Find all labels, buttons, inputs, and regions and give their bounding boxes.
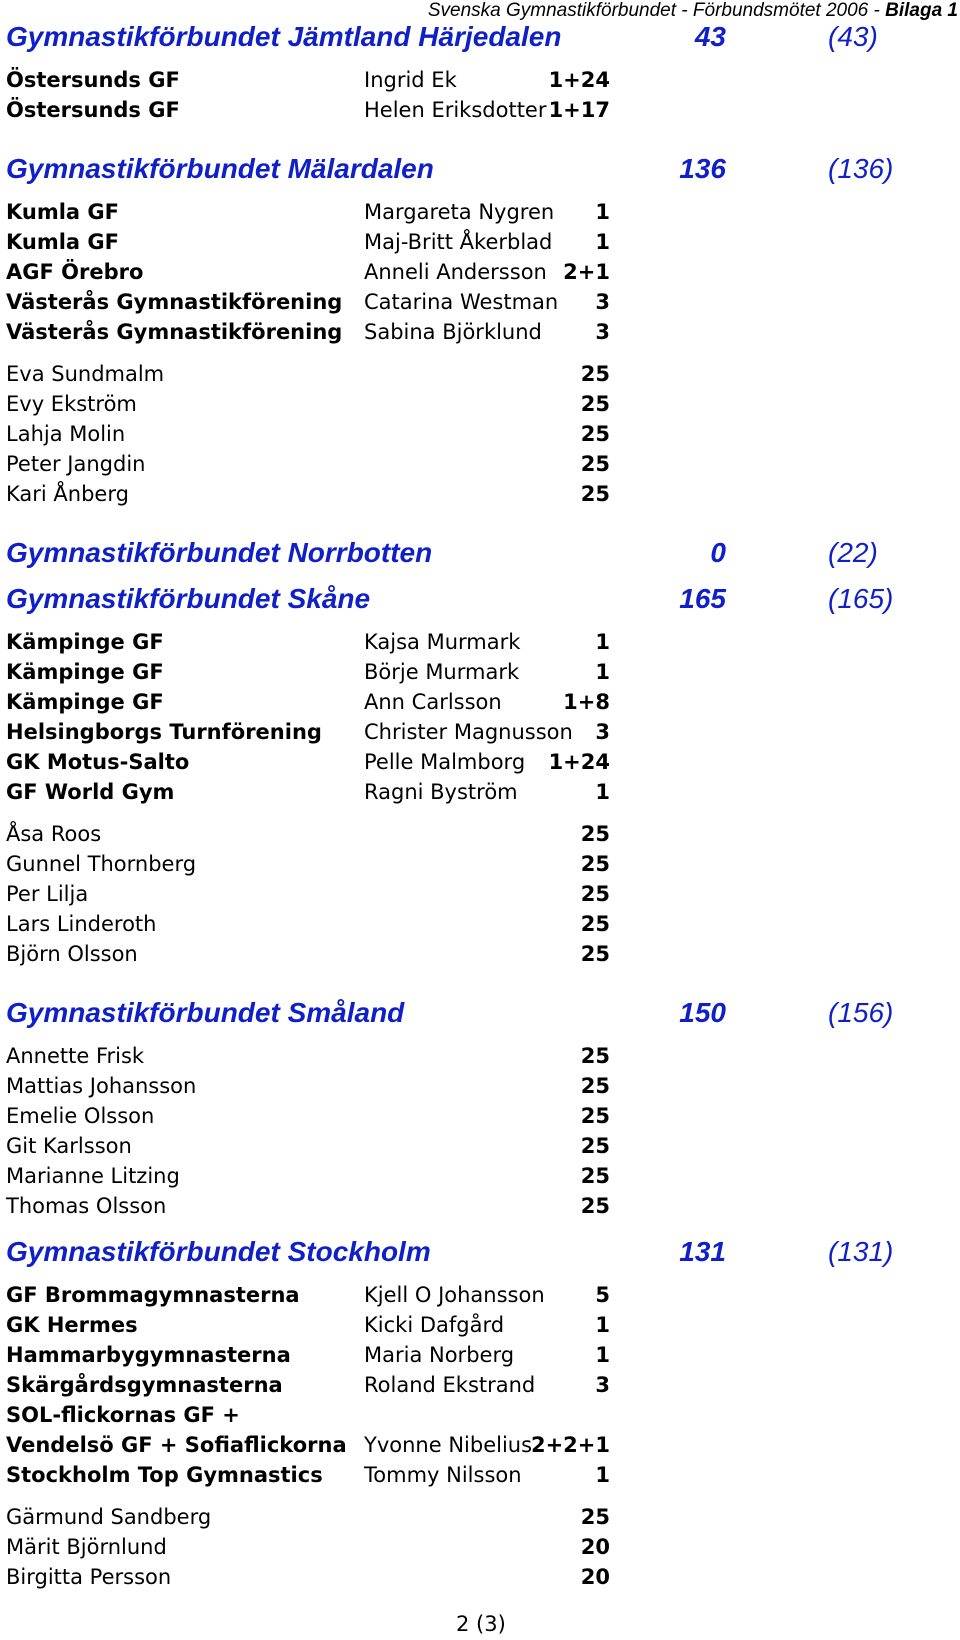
individual-votes: 25 — [580, 362, 610, 386]
delegate-person: Helen Eriksdotter — [364, 98, 547, 122]
individual-votes: 25 — [580, 452, 610, 476]
delegate-person: Ann Carlsson — [364, 690, 502, 714]
individual-name: Åsa Roos — [6, 822, 102, 846]
delegate-votes: 1 — [595, 780, 610, 804]
delegate-club: Västerås Gymnastikförening — [6, 320, 343, 344]
individual-votes: 25 — [580, 1194, 610, 1218]
delegate-club: GK Hermes — [6, 1313, 138, 1337]
individual-votes: 20 — [580, 1565, 610, 1589]
individual-name: Thomas Olsson — [6, 1194, 167, 1218]
delegate-person: Catarina Westman — [364, 290, 559, 314]
individual-votes: 25 — [580, 882, 610, 906]
delegate-votes: 1 — [595, 200, 610, 224]
individual-name: Emelie Olsson — [6, 1104, 155, 1128]
delegate-person: Kicki Dafgård — [364, 1313, 505, 1337]
delegate-votes: 1 — [595, 230, 610, 254]
delegate-person: Ragni Byström — [364, 780, 518, 804]
individual-name: Mattias Johansson — [6, 1074, 197, 1098]
delegate-person: Börje Murmark — [364, 660, 520, 684]
district-name: Gymnastikförbundet Skåne — [6, 583, 371, 614]
delegate-person: Christer Magnusson — [364, 720, 573, 744]
delegate-club: Kumla GF — [6, 230, 119, 254]
delegate-club: Stockholm Top Gymnastics — [6, 1463, 323, 1487]
delegate-votes: 1 — [595, 1463, 610, 1487]
individual-name: Björn Olsson — [6, 942, 138, 966]
district-name: Gymnastikförbundet Stockholm — [6, 1236, 431, 1267]
individual-votes: 25 — [580, 422, 610, 446]
delegate-person: Sabina Björklund — [364, 320, 542, 344]
header-appendix: Bilaga 1 — [885, 0, 958, 21]
document-header — [428, 0, 958, 22]
district-name: Gymnastikförbundet Jämtland Härjedalen — [6, 21, 562, 52]
delegate-votes: 2+2+1 — [530, 1433, 610, 1457]
individual-name: Gunnel Thornberg — [6, 852, 197, 876]
individual-name: Annette Frisk — [6, 1044, 145, 1068]
delegate-votes: 1+17 — [548, 98, 610, 122]
delegate-person: Tommy Nilsson — [364, 1463, 522, 1487]
header-title: Svenska Gymnastikförbundet - Förbundsmötet 2006 - — [427, 0, 886, 21]
delegate-votes: 1+24 — [548, 750, 610, 774]
individual-name: Gärmund Sandberg — [6, 1505, 212, 1529]
delegate-votes: 1+24 — [548, 68, 610, 92]
delegate-votes: 3 — [595, 290, 610, 314]
delegate-club: Kumla GF — [6, 200, 119, 224]
district-previous: (22) — [828, 537, 878, 568]
delegate-club: Helsingborgs Turnförening — [6, 720, 322, 744]
delegate-club: Västerås Gymnastikförening — [6, 290, 343, 314]
page-number: 2 (3) — [456, 1612, 506, 1636]
individual-votes: 25 — [580, 912, 610, 936]
delegate-club: GK Motus-Salto — [6, 750, 190, 774]
delegate-club: Hammarbygymnasterna — [6, 1343, 291, 1367]
district-name: Gymnastikförbundet Mälardalen — [6, 153, 434, 184]
delegate-votes: 1 — [595, 1343, 610, 1367]
individual-votes: 25 — [580, 1104, 610, 1128]
individual-votes: 25 — [580, 392, 610, 416]
individual-votes: 25 — [580, 1134, 610, 1158]
individual-votes: 25 — [580, 852, 610, 876]
delegate-votes: 3 — [595, 720, 610, 744]
delegate-person: Anneli Andersson — [364, 260, 547, 284]
individual-name: Lars Linderoth — [6, 912, 157, 936]
delegate-votes: 1 — [595, 630, 610, 654]
delegate-person: Margareta Nygren — [364, 200, 555, 224]
delegate-club: Kämpinge GF — [6, 690, 164, 714]
district-previous: (43) — [828, 21, 878, 52]
delegate-votes: 3 — [595, 320, 610, 344]
individual-votes: 25 — [580, 822, 610, 846]
delegate-votes: 2+1 — [563, 260, 610, 284]
delegate-person: Kjell O Johansson — [364, 1283, 545, 1307]
delegate-person: Roland Ekstrand — [364, 1373, 536, 1397]
individual-name: Märit Björnlund — [6, 1535, 167, 1559]
delegate-club: GF World Gym — [6, 780, 175, 804]
individual-name: Kari Ånberg — [6, 482, 129, 506]
delegate-club: Östersunds GF — [6, 98, 180, 122]
individual-votes: 25 — [580, 1044, 610, 1068]
delegate-votes: 1 — [595, 660, 610, 684]
individual-name: Eva Sundmalm — [6, 362, 165, 386]
delegate-person: Ingrid Ek — [364, 68, 457, 92]
individual-votes: 25 — [580, 482, 610, 506]
individual-votes: 20 — [580, 1535, 610, 1559]
delegate-person: Kajsa Murmark — [364, 630, 521, 654]
delegate-club: Skärgårdsgymnasterna — [6, 1373, 283, 1397]
delegate-club: Kämpinge GF — [6, 630, 164, 654]
district-previous: (165) — [828, 583, 894, 614]
district-previous: (131) — [828, 1236, 894, 1267]
district-total: 43 — [694, 21, 726, 52]
delegate-person: Maria Norberg — [364, 1343, 515, 1367]
individual-votes: 25 — [580, 942, 610, 966]
district-previous: (136) — [828, 153, 894, 184]
individual-votes: 25 — [580, 1164, 610, 1188]
delegate-club: Vendelsö GF + Sofiaflickorna — [6, 1433, 347, 1457]
delegate-votes: 1 — [595, 1313, 610, 1337]
individual-name: Birgitta Persson — [6, 1565, 172, 1589]
delegate-club: AGF Örebro — [6, 260, 144, 284]
district-total: 165 — [679, 583, 726, 614]
district-total: 131 — [679, 1236, 726, 1267]
individual-name: Git Karlsson — [6, 1134, 132, 1158]
delegate-person: Yvonne Nibelius — [364, 1433, 533, 1457]
district-total: 150 — [679, 997, 726, 1028]
delegate-club: Kämpinge GF — [6, 660, 164, 684]
district-previous: (156) — [828, 997, 894, 1028]
delegate-votes: 3 — [595, 1373, 610, 1397]
delegate-votes: 5 — [595, 1283, 610, 1307]
individual-name: Lahja Molin — [6, 422, 126, 446]
delegate-person: Pelle Malmborg — [364, 750, 526, 774]
delegate-club: SOL-flickornas GF + — [6, 1403, 240, 1427]
individual-votes: 25 — [580, 1074, 610, 1098]
individual-name: Evy Ekström — [6, 392, 137, 416]
district-total: 0 — [710, 537, 726, 568]
delegate-club: GF Brommagymnasterna — [6, 1283, 300, 1307]
district-name: Gymnastikförbundet Småland — [6, 997, 405, 1028]
individual-name: Per Lilja — [6, 882, 89, 906]
district-total: 136 — [679, 153, 726, 184]
delegate-person: Maj-Britt Åkerblad — [364, 230, 553, 254]
individual-name: Marianne Litzing — [6, 1164, 180, 1188]
delegate-votes: 1+8 — [563, 690, 610, 714]
individual-votes: 25 — [580, 1505, 610, 1529]
individual-name: Peter Jangdin — [6, 452, 146, 476]
district-name: Gymnastikförbundet Norrbotten — [6, 537, 433, 568]
delegate-club: Östersunds GF — [6, 68, 180, 92]
